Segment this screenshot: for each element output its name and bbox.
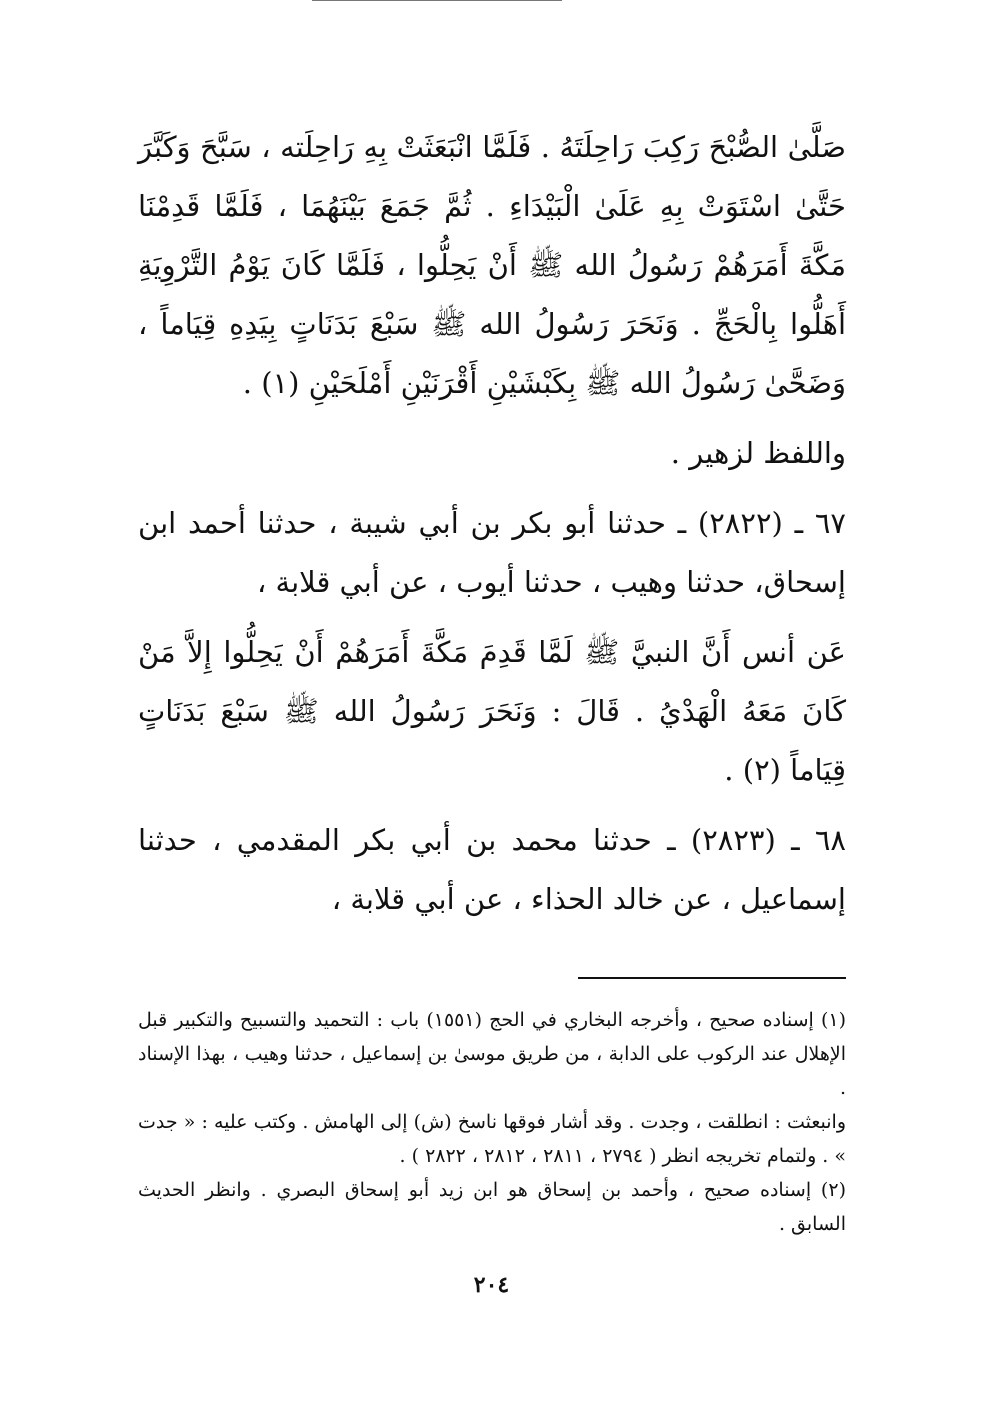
footnote-2: (٢) إسناده صحيح ، وأحمد بن إسحاق هو ابن زيد أبو إسحاق البصري . وانظر الحديث السابق . <box>138 1179 846 1235</box>
paragraph-hadith-68-isnad: ٦٨ ـ (٢٨٢٣) ـ حدثنا محمد بن أبي بكر المقدمي ، حدثنا إسماعيل ، عن خالد الحذاء ، عن أبي قلابة ، <box>138 823 847 916</box>
page-number: ٢٠٤ <box>473 1272 510 1298</box>
main-text <box>138 118 846 929</box>
page-body <box>138 118 846 1241</box>
footnote-separator <box>578 977 846 979</box>
footnote-1: (١) إسناده صحيح ، وأخرجه البخاري في الحج (١٥٥١) باب : التحميد والتسبيح والتكبير قبل الإهلال عند الركوب على الدابة ، من طريق موسىٰ بن إسماعيل ، حدثنا وهيب ، بهذا الإسناد . <box>138 1009 847 1099</box>
paragraph-hadith-67-matn: عَن أنس أَنَّ النبيَّ ﷺ لَمَّا قَدِمَ مَكَّةَ أَمَرَهُمْ أَنْ يَحِلُّوا إِلاَّ مَنْ كَانَ مَعَهُ الْهَدْيُ . قَالَ : وَنَحَرَ رَسُولُ الله ﷺ سَبْعَ بَدَنَاتٍ قِيَاماً (٢) . <box>138 635 846 787</box>
paragraph-hadith-67-isnad: ٦٧ ـ (٢٨٢٢) ـ حدثنا أبو بكر بن أبي شيبة ، حدثنا أحمد ابن إسحاق، حدثنا وهيب ، حدثنا أيوب ، عن أبي قلابة ، <box>138 506 846 599</box>
paragraph-wording-note: واللفظ لزهير . <box>670 436 846 470</box>
footnotes <box>138 1003 846 1241</box>
paragraph-hadith-continuation: صَلَّىٰ الصُّبْحَ رَكِبَ رَاحِلَتَهُ . فَلَمَّا انْبَعَثَتْ بِهِ رَاحِلَته ، سَبَّحَ وَكَبَّرَ حَتَّىٰ اسْتَوَتْ بِهِ عَلَىٰ الْبَيْدَاءِ . ثُمَّ جَمَعَ بَيْنَهُمَا ، فَلَمَّا قَدِمْنَا مَكَّةَ أَمَرَهُمْ رَسُولُ الله ﷺ أَنْ يَحِلُّوا ، فَلَمَّا كَانَ يَوْمُ التَّرْوِيَةِ أَهَلُّوا بِالْحَجِّ . وَنَحَرَ رَسُولُ الله ﷺ سَبْعَ بَدَنَاتٍ بِيَدِهِ قِيَاماً ، وَضَحَّىٰ رَسُولُ الله ﷺ بِكَبْشَيْنِ أَقْرَنَيْنِ أَمْلَحَيْنِ (١) . <box>138 130 846 400</box>
footnote-1-continued: وانبعثت : انطلقت ، وجدت . وقد أشار فوقها ناسخ (ش) إلى الهامش . وكتب عليه : « جدت » . ولتمام تخريجه انظر ( ٢٧٩٤ ، ٢٨١١ ، ٢٨١٢ ، ٢٨٢٢ ) . <box>138 1111 846 1167</box>
top-rule <box>312 0 562 1</box>
